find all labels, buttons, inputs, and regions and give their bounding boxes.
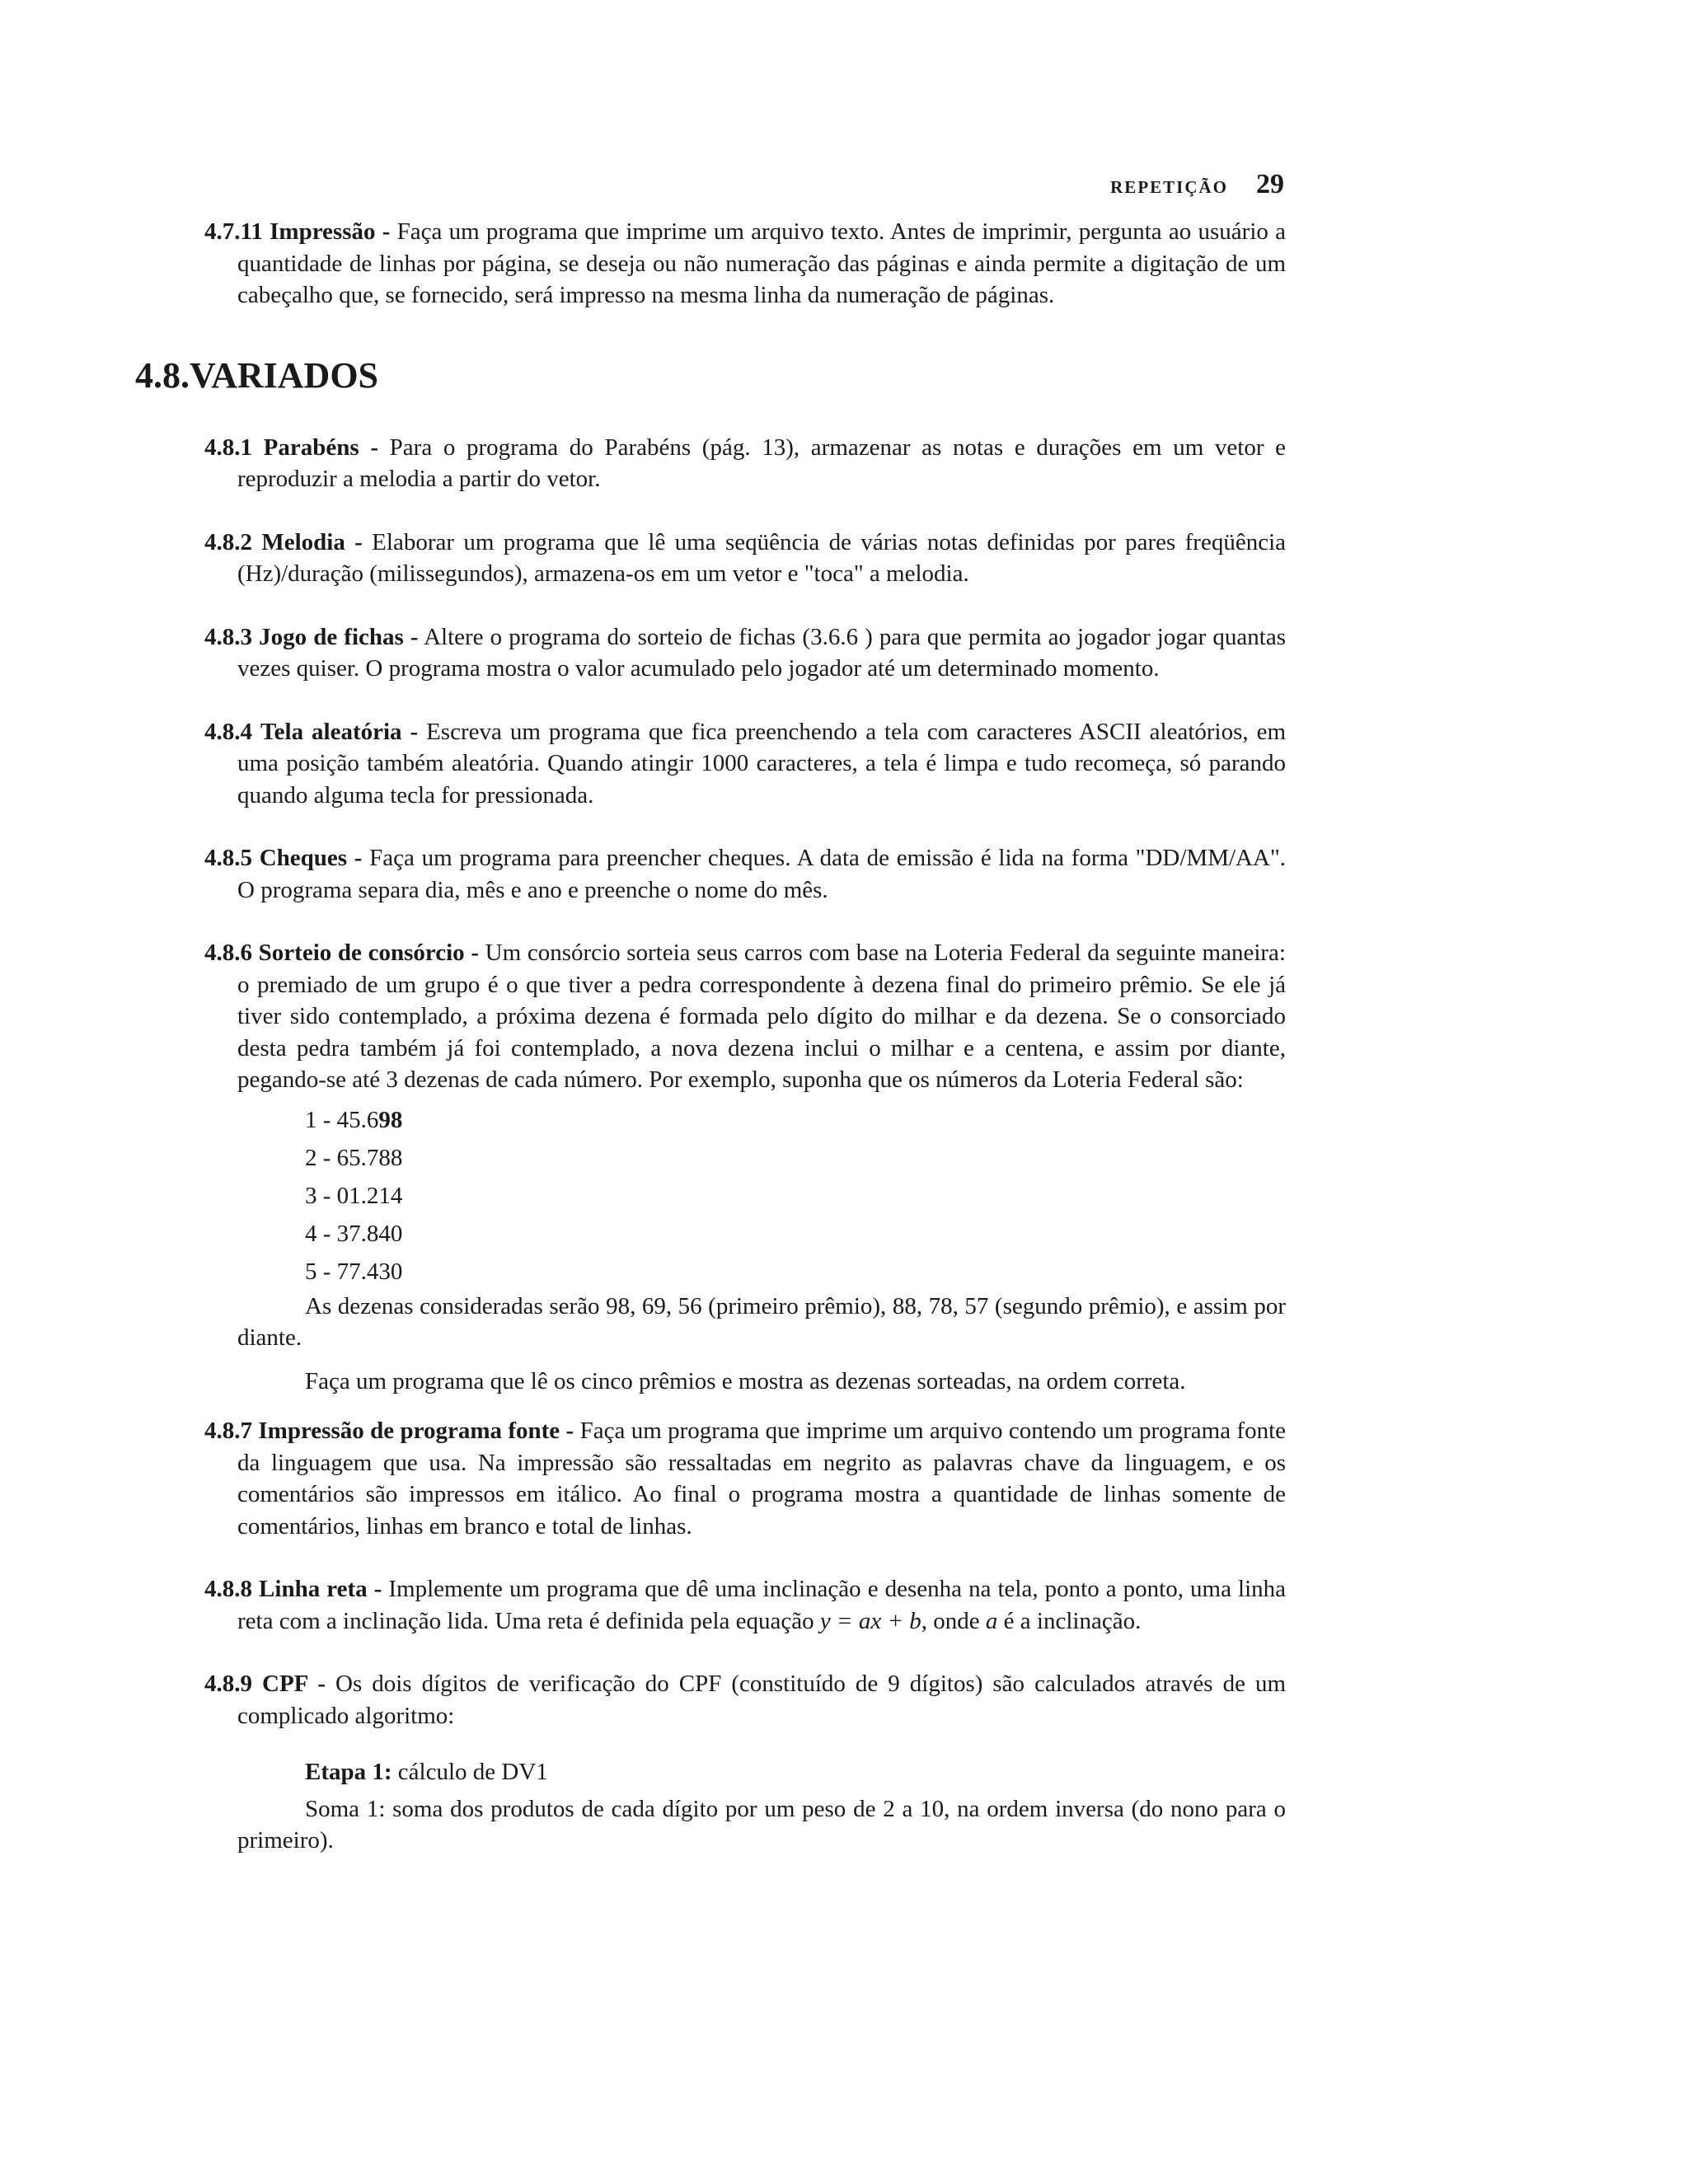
- list-item: 5 - 77.430: [305, 1258, 403, 1285]
- lottery-number-prefix: 1 - 45.6: [305, 1106, 379, 1133]
- exercise-title: Impressão -: [270, 218, 391, 245]
- etapa-label: Etapa 1:: [305, 1759, 392, 1785]
- exercise-4-8-2: [204, 527, 1286, 590]
- exercise-title: Parabéns -: [263, 434, 378, 461]
- list-item: 4 - 37.840: [305, 1220, 403, 1247]
- exercise-text: Elaborar um programa que lê uma seqüência de várias notas definidas por pares freqüência (Hz)/duração (milissegundos), armazena-os em um vetor e "toca" a melodia.: [237, 528, 1286, 587]
- exercise-number: 4.8.9: [204, 1671, 252, 1697]
- exercise-4-8-5: [204, 842, 1286, 906]
- exercise-text: Um consórcio sorteia seus carros com base na Loteria Federal da seguinte maneira: o premiado de um grupo é o que tiver a pedra correspondente à dezena final do primeiro prêmio. Se ele já tiver sido contemplado, a próxima dezena é formada pelo dígito do milhar e da dezena. Se o consorciado desta pedra também já foi contemplado, a nova dezena inclui o milhar e a centena, e assim por diante, pegando-se até 3 dezenas de cada número. Por exemplo, suponha que os números da Loteria Federal são:: [237, 940, 1286, 1093]
- exercise-text: Faça um programa para preencher cheques. A data de emissão é lida na forma "DD/MM/AA". O programa separa dia, mês e ano e preenche o nome do mês.: [237, 845, 1287, 903]
- exercise-number: 4.7.11: [204, 218, 263, 245]
- page-number: 29: [1256, 169, 1284, 199]
- etapa-text: cálculo de DV1: [392, 1759, 548, 1785]
- exercise-text: Faça um programa que imprime um arquivo texto. Antes de imprimir, pergunta ao usuário a quantidade de linhas por página, se deseja ou não numeração das páginas e ainda permite a digitação de um cabeçalho que, se fornecido, será impresso na mesma linha da numeração de páginas.: [237, 218, 1286, 308]
- exercise-text: Escreva um programa que fica preenchendo a tela com caracteres ASCII aleatórios, em uma posição também aleatória. Quando atingir 1000 caracteres, a tela é limpa e tudo recomeça, só parando quando alguma tecla for pressionada.: [237, 718, 1287, 808]
- page-content: [135, 216, 1287, 1857]
- exercise-number: 4.8.2: [204, 528, 252, 555]
- exercise-title: Jogo de fichas -: [259, 623, 419, 650]
- exercise-4-8-7: [204, 1415, 1286, 1542]
- list-item: 2 - 65.788: [305, 1144, 403, 1171]
- exercise-title: Impressão de programa fonte -: [258, 1418, 574, 1444]
- exercise-number: 4.8.5: [204, 845, 252, 871]
- exercise-title: Sorteio de consórcio -: [258, 940, 479, 966]
- lottery-numbers-list: [305, 1101, 1286, 1291]
- exercise-number: 4.8.6: [204, 940, 252, 966]
- etapa-heading: [305, 1756, 1286, 1788]
- list-item: [305, 1101, 1286, 1139]
- exercise-number: 4.8.7: [204, 1418, 252, 1444]
- running-header: [1110, 169, 1284, 200]
- exercise-text: Para o programa do Parabéns (pág. 13), armazenar as notas e durações em um vetor e reproduzir a melodia a partir do vetor.: [237, 434, 1287, 492]
- exercise-4-8-4: [204, 716, 1286, 812]
- exercise-number: 4.8.8: [204, 1576, 252, 1602]
- exercise-number: 4.8.3: [204, 623, 252, 650]
- exercise-4-8-8: [204, 1573, 1286, 1637]
- soma-paragraph: Soma 1: soma dos produtos de cada dígito por um peso de 2 a 10, na ordem inversa (do nono para o primeiro).: [237, 1795, 1286, 1854]
- exercise-4-8-9: [204, 1668, 1286, 1732]
- exercise-text: Implemente um programa que dê uma inclinação e desenha na tela, ponto a ponto, uma linha reta com a inclinação lida. Uma reta é definida pela equação: [237, 1576, 1286, 1634]
- exercise-text: Altere o programa do sorteio de fichas (3.6.6 ) para que permita ao jogador jogar quantas vezes quiser. O programa mostra o valor acumulado pelo jogador até um determinado momento.: [237, 623, 1287, 682]
- list-item: 3 - 01.214: [305, 1182, 403, 1209]
- exercise-text: Faça um programa que imprime um arquivo contendo um programa fonte da linguagem que usa. Na impressão são ressaltadas em negrito as palavras chave da linguagem, e os comentários são impressos em itálico. Ao final o programa mostra a quantidade de linhas somente de comentários, linhas em branco e total de linhas.: [237, 1418, 1287, 1540]
- exercise-title: Melodia -: [261, 528, 363, 555]
- exercise-text: é a inclinação.: [997, 1607, 1142, 1634]
- lottery-number-highlight: 98: [378, 1106, 403, 1133]
- lottery-paragraph-2: Faça um programa que lê os cinco prêmios e mostra as dezenas sorteadas, na ordem correta.: [305, 1367, 1186, 1394]
- running-title: REPETIÇÃO: [1110, 177, 1228, 197]
- lottery-paragraph-1: As dezenas consideradas serão 98, 69, 56 (primeiro prêmio), 88, 78, 57 (segundo prêmio), e assim por diante.: [237, 1292, 1286, 1351]
- exercise-title: Tela aleatória -: [260, 718, 419, 745]
- exercise-title: CPF -: [262, 1671, 326, 1697]
- exercise-text: Os dois dígitos de verificação do CPF (constituído de 9 dígitos) são calculados através de um complicado algoritmo:: [237, 1671, 1287, 1729]
- exercise-title: Linha reta -: [259, 1576, 382, 1602]
- variable-a: a: [985, 1607, 998, 1634]
- exercise-text: , onde: [921, 1607, 986, 1634]
- exercise-4-8-3: [204, 621, 1286, 685]
- exercise-title: Cheques -: [259, 845, 363, 871]
- exercise-4-8-1: [204, 432, 1286, 495]
- exercise-number: 4.8.4: [204, 718, 252, 745]
- exercise-4-8-6: [204, 937, 1286, 1096]
- exercise-number: 4.8.1: [204, 434, 252, 461]
- section-title: 4.8.VARIADOS: [135, 354, 379, 396]
- equation: y = ax + b: [819, 1607, 921, 1634]
- exercise-4-7-11: [204, 216, 1286, 312]
